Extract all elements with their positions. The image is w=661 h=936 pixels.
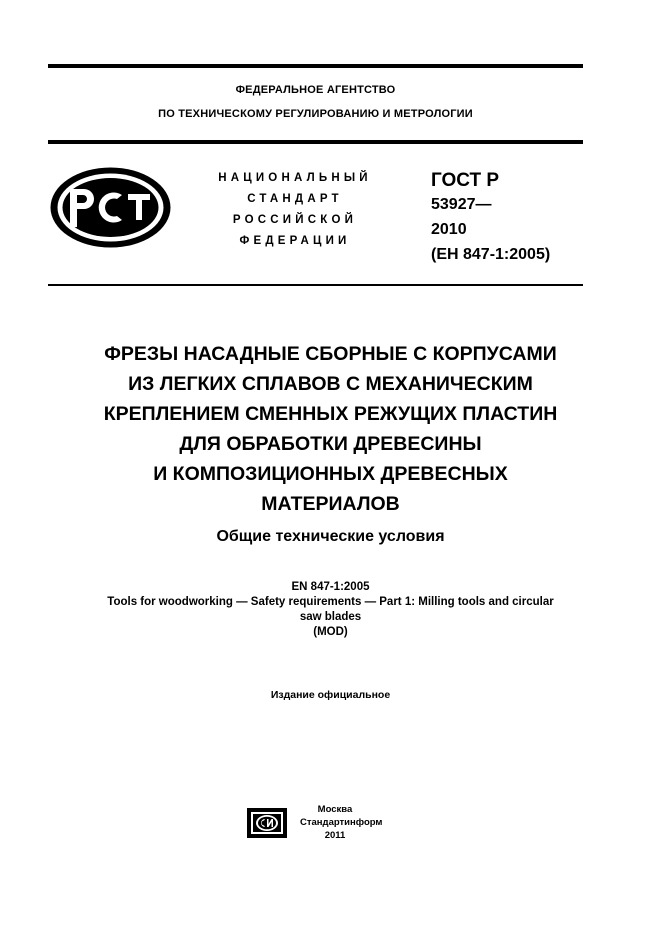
agency-line-2: ПО ТЕХНИЧЕСКОМУ РЕГУЛИРОВАНИЮ И МЕТРОЛОГИИ (158, 108, 473, 120)
en-title-line-1: Tools for woodworking — Safety requirements — Part 1: Milling tools and circular (107, 596, 554, 608)
national-line-4: ФЕДЕРАЦИИ (239, 235, 351, 247)
gost-label: ГОСТ Р (431, 170, 500, 191)
gost-number: 53927— (431, 196, 492, 213)
title-line-6: МАТЕРИАЛОВ (261, 493, 400, 515)
agency-line-1: ФЕДЕРАЛЬНОЕ АГЕНТСТВО (235, 84, 396, 96)
en-mod: (MOD) (313, 626, 348, 638)
publisher-name: Стандартинформ (300, 817, 383, 828)
gost-r-emblem-icon (48, 165, 173, 250)
subtitle: Общие технические условия (216, 528, 445, 545)
publisher-year: 2011 (324, 830, 346, 841)
edition-label: Издание официальное (270, 689, 391, 701)
top-rule (48, 64, 583, 68)
gost-year: 2010 (431, 221, 467, 238)
en-title-line-2: saw blades (299, 611, 362, 623)
publisher-city: Москва (317, 804, 353, 815)
standartinform-logo-icon (247, 808, 287, 838)
title-line-2: ИЗ ЛЕГКИХ СПЛАВОВ С МЕХАНИЧЕСКИМ (128, 373, 533, 395)
national-line-1: НАЦИОНАЛЬНЫЙ (218, 172, 372, 184)
title-line-4: ДЛЯ ОБРАБОТКИ ДРЕВЕСИНЫ (179, 433, 482, 455)
title-line-5: И КОМПОЗИЦИОННЫХ ДРЕВЕСНЫХ (153, 463, 508, 485)
designation-rule (48, 284, 583, 286)
en-code: EN 847-1:2005 (291, 581, 370, 593)
title-line-1: ФРЕЗЫ НАСАДНЫЕ СБОРНЫЕ С КОРПУСАМИ (104, 343, 557, 365)
national-line-3: РОССИЙСКОЙ (232, 214, 358, 226)
header-rule (48, 140, 583, 144)
title-line-3: КРЕПЛЕНИЕМ СМЕННЫХ РЕЖУЩИХ ПЛАСТИН (103, 403, 558, 425)
national-line-2: СТАНДАРТ (247, 193, 343, 205)
gost-en-equivalent: (ЕН 847-1:2005) (431, 246, 551, 263)
